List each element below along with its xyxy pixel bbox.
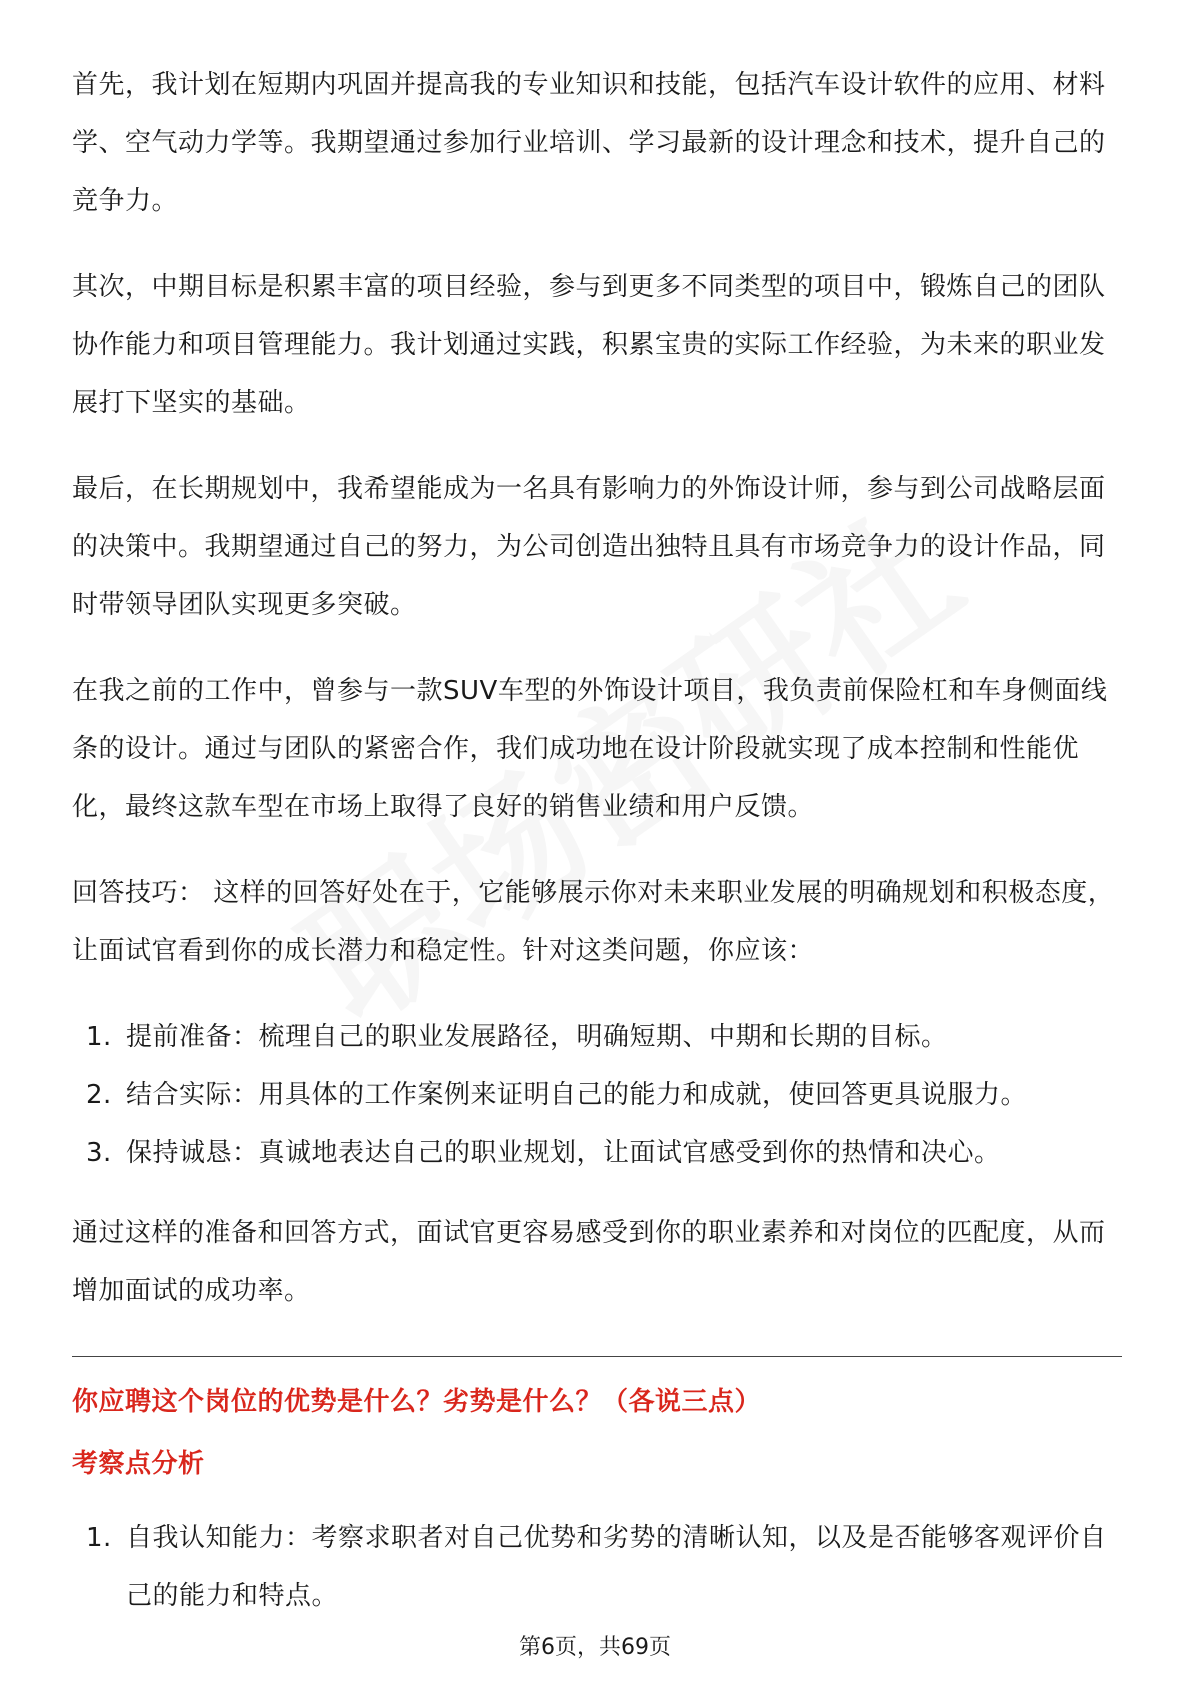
- list-item: [72, 1124, 1122, 1182]
- list-item: [72, 1008, 1122, 1066]
- paragraph-experience: 在我之前的工作中，曾参与一款SUV车型的外饰设计项目，我负责前保险杠和车身侧面线条的设计。通过与团队的紧密合作，我们成功地在设计阶段就实现了成本控制和性能优化，最终这款车型在市场上取得了良好的销售业绩和用户反馈。: [72, 676, 1108, 822]
- tips-list: [72, 1008, 1122, 1182]
- list-item: [72, 1509, 1122, 1625]
- divider: [72, 1356, 1122, 1357]
- list-item: [72, 1066, 1122, 1124]
- page-footer: 第6页，共69页: [519, 1635, 671, 1660]
- list-item-text: 自我认知能力：考察求职者对自己优势和劣势的清晰认知，以及是否能够客观评价自己的能力和特点。: [126, 1523, 1107, 1611]
- list-item-number: 3.: [86, 1138, 112, 1168]
- paragraph-short-term: 首先，我计划在短期内巩固并提高我的专业知识和技能，包括汽车设计软件的应用、材料学、空气动力学等。我期望通过参加行业培训、学习最新的设计理念和技术，提升自己的竞争力。: [72, 70, 1106, 216]
- list-item-text: 结合实际：用具体的工作案例来证明自己的能力和成就，使回答更具说服力。: [126, 1080, 1028, 1110]
- list-item-number: 1.: [86, 1523, 112, 1553]
- paragraph-closing: 通过这样的准备和回答方式，面试官更容易感受到你的职业素养和对岗位的匹配度，从而增加面试的成功率。: [72, 1218, 1106, 1306]
- list-item-number: 2.: [86, 1080, 112, 1110]
- question-heading: 你应聘这个岗位的优势是什么？劣势是什么？（各说三点）: [72, 1387, 762, 1417]
- paragraph-long-term: 最后，在长期规划中，我希望能成为一名具有影响力的外饰设计师，参与到公司战略层面的决策中。我期望通过自己的努力，为公司创造出独特且具有市场竞争力的设计作品，同时带领导团队实现更多突破。: [72, 474, 1106, 620]
- analysis-heading: 考察点分析: [72, 1449, 205, 1479]
- list-item-number: 1.: [86, 1022, 112, 1052]
- document-body: [72, 56, 1122, 1647]
- list-item-text: 保持诚恳：真诚地表达自己的职业规划，让面试官感受到你的热情和决心。: [126, 1138, 1001, 1168]
- list-item-text: 提前准备：梳理自己的职业发展路径，明确短期、中期和长期的目标。: [126, 1022, 948, 1052]
- paragraph-mid-term: 其次，中期目标是积累丰富的项目经验，参与到更多不同类型的项目中，锻炼自己的团队协作能力和项目管理能力。我计划通过实践，积累宝贵的实际工作经验，为未来的职业发展打下坚实的基础。: [72, 272, 1106, 418]
- paragraph-answer-tips: 回答技巧： 这样的回答好处在于，它能够展示你对未来职业发展的明确规划和积极态度，让面试官看到你的成长潜力和稳定性。针对这类问题，你应该：: [72, 878, 1115, 966]
- analysis-list: [72, 1509, 1122, 1625]
